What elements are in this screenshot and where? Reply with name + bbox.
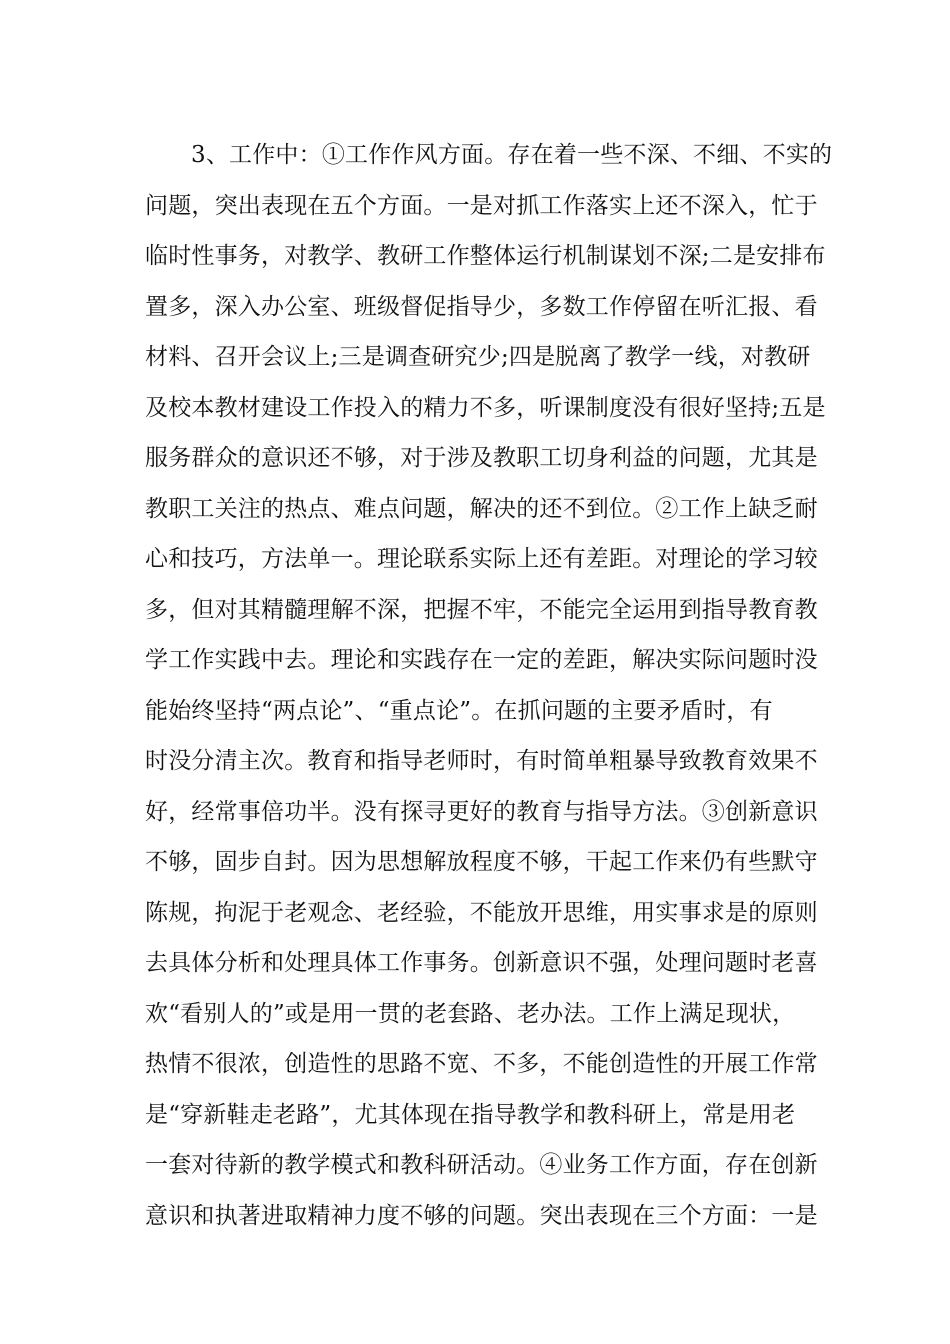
- text-line: 不够，固步自封。因为思想解放程度不够，干起工作来仍有些默守: [145, 849, 818, 875]
- text-line: 好，经常事倍功半。没有探寻更好的教育与指导方法。③创新意识: [145, 798, 818, 825]
- text-line: 多，但对其精髓理解不深，把握不牢，不能完全运用到指导教育教: [145, 596, 818, 623]
- text-line: 问题，突出表现在五个方面。一是对抓工作落实上还不深入，忙于: [145, 192, 818, 219]
- text-line: 服务群众的意识还不够，对于涉及教职工切身利益的问题，尤其是: [145, 445, 818, 471]
- text-line: 热情不很浓，创造性的思路不宽、不多，不能创造性的开展工作常: [145, 1051, 818, 1077]
- text-line: 一套对待新的教学模式和教科研活动。④业务工作方面，存在创新: [145, 1152, 818, 1178]
- text-line: 能始终坚持“两点论”、“重点论”。在抓问题的主要矛盾时，有: [145, 697, 773, 724]
- text-line: 去具体分析和处理具体工作事务。创新意识不强，处理问题时老喜: [145, 950, 818, 976]
- text-line: 时没分清主次。教育和指导老师时，有时简单粗暴导致教育效果不: [145, 748, 818, 774]
- text-line: 欢“看别人的”或是用一贯的老套路、老办法。工作上满足现状，: [145, 1000, 796, 1027]
- body-paragraph: [145, 130, 833, 1241]
- text-line: 心和技巧，方法单一。理论联系实际上还有差距。对理论的学习较: [145, 546, 818, 572]
- text-line: 3、工作中：①工作作风方面。存在着一些不深、不细、不实的: [191, 142, 833, 168]
- text-line: 临时性事务，对教学、教研工作整体运行机制谋划不深;二是安排布: [145, 243, 826, 269]
- text-line: 学工作实践中去。理论和实践存在一定的差距，解决实际问题时没: [145, 647, 818, 673]
- text-line: 置多，深入办公室、班级督促指导少，多数工作停留在听汇报、看: [145, 293, 818, 320]
- text-line: 是“穿新鞋走老路”，尤其体现在指导教学和教科研上，常是用老: [145, 1101, 796, 1128]
- text-line: 陈规，拘泥于老观念、老经验，不能放开思维，用实事求是的原则: [145, 899, 818, 926]
- text-line: 材料、召开会议上;三是调查研究少;四是脱离了教学一线，对教研: [145, 344, 811, 370]
- text-line: 教职工关注的热点、难点问题，解决的还不到位。②工作上缺乏耐: [145, 495, 818, 522]
- text-line: 意识和执著进取精神力度不够的问题。突出表现在三个方面：一是: [145, 1202, 818, 1229]
- text-line: 及校本教材建设工作投入的精力不多，听课制度没有很好坚持;五是: [145, 394, 826, 421]
